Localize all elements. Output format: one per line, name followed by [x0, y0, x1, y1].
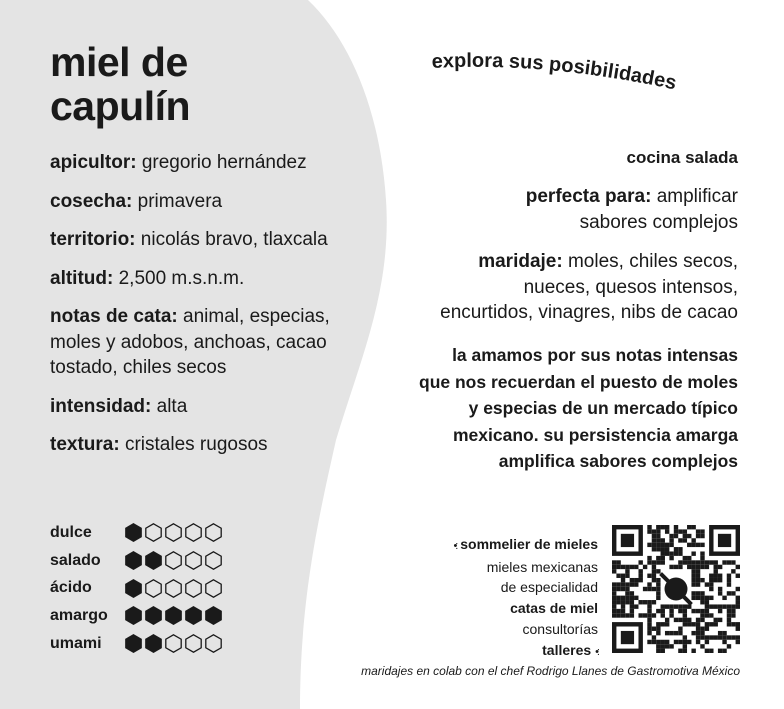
hexagon-filled-icon	[125, 634, 142, 653]
hexagon-empty-icon	[205, 551, 222, 570]
title-line-2: capulín	[50, 83, 191, 129]
rating-row-salado	[50, 547, 222, 575]
fact-value: nicolás bravo, tlaxcala	[135, 229, 328, 250]
fact-value: 2,500 m.s.n.m.	[113, 267, 245, 289]
hexagon-empty-icon	[185, 579, 202, 598]
hexagon-empty-icon	[165, 579, 182, 598]
hexagon-empty-icon	[185, 634, 202, 653]
love-line-1: la amamos por sus notas intensas	[452, 345, 738, 365]
explore-arc-text: explora sus posibilidades	[431, 49, 679, 95]
rating-label: dulce	[50, 523, 92, 541]
sommelier-line-5: consultorías	[522, 620, 598, 637]
fact-label: notas de cata:	[50, 306, 178, 327]
sommelier-title: sommelier de mieles	[460, 536, 598, 552]
fact-altitud	[50, 266, 360, 292]
fact-label: intensidad:	[50, 395, 152, 417]
hexagon-filled-icon	[145, 606, 162, 625]
hexagon-filled-icon	[125, 523, 142, 542]
perfect-for-value: amplificar	[651, 186, 738, 207]
sommelier-line-4: catas de miel	[510, 600, 598, 617]
rating-hexagons	[125, 606, 222, 625]
perfect-for-value-2: sabores complejos	[579, 211, 738, 233]
hexagon-empty-icon	[165, 634, 182, 653]
rating-label: salado	[50, 551, 101, 569]
fact-textura	[50, 432, 360, 458]
honeycomb-dots-icon: •:	[453, 540, 457, 552]
hexagon-filled-icon	[125, 606, 142, 625]
qr-code[interactable]	[612, 525, 740, 653]
rating-hexagons	[125, 634, 222, 653]
rating-label: umami	[50, 634, 102, 652]
rating-label: amargo	[50, 606, 108, 624]
fact-value: alta	[151, 395, 188, 417]
category-heading	[626, 145, 738, 171]
hexagon-empty-icon	[165, 523, 182, 542]
hexagon-empty-icon	[185, 523, 202, 542]
rating-row-umami	[50, 630, 222, 658]
rating-hexagons	[125, 551, 222, 570]
hexagon-empty-icon	[205, 523, 222, 542]
hexagon-filled-icon	[125, 551, 142, 570]
sommelier-line-6: talleres	[542, 641, 592, 658]
rating-hexagons	[125, 579, 222, 598]
taste-ratings	[50, 519, 222, 657]
honeycomb-dots-icon: •:	[595, 645, 598, 658]
fact-value: animal, especias, moles y adobos, anchoas, cacao tostado, chiles secos	[50, 306, 330, 378]
love-line-3: y especias de un mercado típico	[468, 398, 738, 418]
love-line-2: que nos recuerdan el puesto de moles	[419, 371, 738, 392]
fact-cosecha	[50, 189, 360, 215]
explore-arc-heading	[424, 42, 754, 122]
fact-value: gregorio hernández	[136, 152, 307, 173]
fact-label: cosecha:	[50, 190, 133, 212]
pairing-value-3: encurtidos, vinagres, nibs de cacao	[440, 302, 738, 323]
hexagon-filled-icon	[145, 634, 162, 653]
pairing	[440, 249, 738, 326]
pairing-value: moles, chiles secos,	[562, 251, 738, 272]
fact-label: apicultor:	[50, 152, 137, 173]
pairing-label: maridaje:	[478, 251, 563, 272]
rating-label: ácido	[50, 579, 92, 597]
sommelier-block	[453, 534, 598, 662]
sommelier-line-3: de especialidad	[500, 579, 598, 596]
hexagon-filled-icon	[145, 551, 162, 570]
fact-apicultor	[50, 150, 360, 176]
fact-value: cristales rugosos	[119, 434, 268, 455]
hexagon-empty-icon	[185, 551, 202, 570]
rating-row-ácido	[50, 574, 222, 602]
fact-territorio	[50, 227, 360, 253]
fact-label: altitud:	[50, 267, 114, 289]
category-label: cocina salada	[626, 148, 738, 167]
title-line-1: miel de	[50, 39, 188, 85]
love-line-5: amplifica sabores complejos	[498, 451, 738, 471]
hexagon-empty-icon	[165, 551, 182, 570]
rating-row-amargo	[50, 602, 222, 630]
honey-facts	[50, 150, 360, 471]
hexagon-filled-icon	[125, 579, 142, 598]
fact-intensidad	[50, 394, 360, 420]
hexagon-filled-icon	[165, 606, 182, 625]
fact-label: territorio:	[50, 229, 136, 250]
hexagon-filled-icon	[205, 606, 222, 625]
hexagon-empty-icon	[145, 579, 162, 598]
rating-hexagons	[125, 523, 222, 542]
love-statement	[419, 342, 738, 475]
perfect-for-label: perfecta para:	[525, 186, 652, 207]
love-line-4: mexicano. su persistencia amarga	[453, 424, 738, 445]
pairing-value-2: nueces, quesos intensos,	[523, 276, 738, 298]
fact-notas-de-cata	[50, 304, 360, 381]
honey-title	[50, 40, 190, 128]
hexagon-filled-icon	[185, 606, 202, 625]
fact-value: primavera	[132, 190, 223, 212]
fact-label: textura:	[50, 434, 120, 455]
svg-text:explora sus posibilidades	[431, 50, 678, 95]
hexagon-empty-icon	[205, 634, 222, 653]
perfect-for	[526, 184, 738, 235]
hexagon-empty-icon	[205, 579, 222, 598]
sommelier-line-2: mieles mexicanas	[486, 558, 598, 575]
credit-line: maridajes en colab con el chef Rodrigo Llanes de Gastromotiva México	[361, 664, 740, 678]
rating-row-dulce	[50, 519, 222, 547]
hexagon-empty-icon	[145, 523, 162, 542]
